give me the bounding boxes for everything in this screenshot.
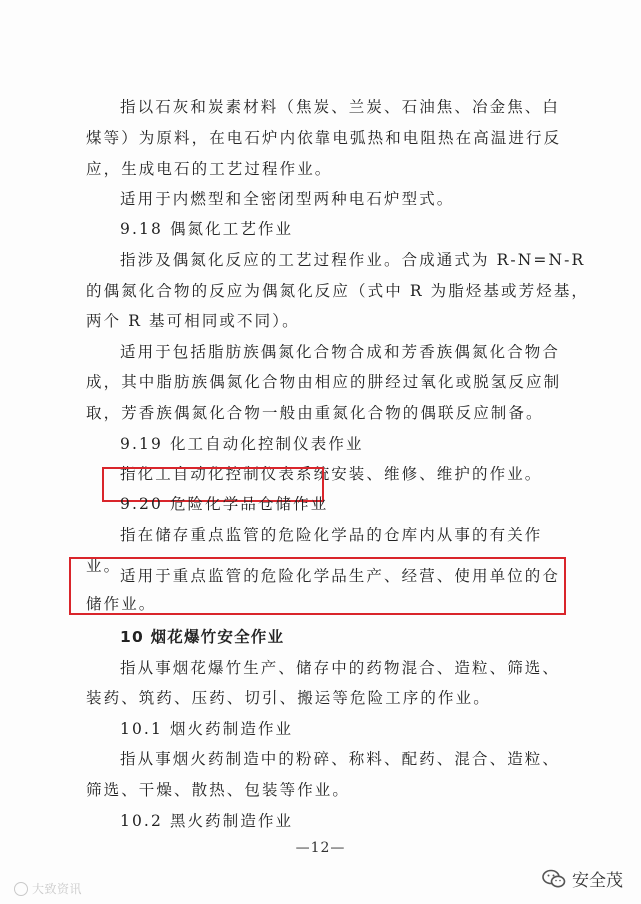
watermark	[14, 880, 82, 897]
paragraph-line: 取，芳香族偶氮化合物一般由重氮化合物的偶联反应制备。	[86, 404, 544, 422]
section-heading-9-19: 9.19 化工自动化控制仪表作业	[120, 435, 364, 453]
watermark-text: 大致资讯	[32, 882, 83, 896]
paragraph-line: 指从事烟花爆竹生产、储存中的药物混合、造粒、筛选、	[120, 659, 561, 677]
wechat-icon	[542, 869, 566, 889]
paragraph-line: 适用于重点监管的危险化学品生产、经营、使用单位的仓	[120, 567, 561, 585]
paragraph-line: 两个 R 基可相同或不同）。	[86, 312, 300, 330]
paragraph-line: 的偶氮化合物的反应为偶氮化反应（式中 R 为脂烃基或芳烃基，	[86, 282, 590, 300]
paragraph-line: 装药、筑药、压药、切引、搬运等危险工序的作业。	[86, 689, 491, 707]
section-heading-10-2: 10.2 黑火药制造作业	[120, 812, 294, 830]
paragraph-line: 适用于包括脂肪族偶氮化合物合成和芳香族偶氮化合物合	[120, 343, 561, 361]
section-heading-9-18: 9.18 偶氮化工艺作业	[120, 220, 294, 238]
paragraph-line: 应，生成电石的工艺过程作业。	[86, 160, 333, 178]
paragraph-line: 储作业。	[86, 595, 157, 613]
page-number: —12—	[295, 840, 346, 856]
paragraph-line: 成，其中脂肪族偶氮化合物由相应的肼经过氧化或脱氢反应制	[86, 373, 562, 391]
brand-signature	[542, 866, 623, 891]
paragraph-line: 煤等）为原料，在电石炉内依靠电弧热和电阻热在高温进行反	[86, 129, 562, 147]
paragraph-line: 业。	[86, 557, 122, 575]
paragraph-line: 适用于内燃型和全密闭型两种电石炉型式。	[120, 190, 455, 208]
paragraph-line: 指涉及偶氮化反应的工艺过程作业。合成通式为 R-N=N-R	[120, 251, 586, 269]
watermark-logo-icon	[14, 882, 28, 896]
paragraph-line: 指在储存重点监管的危险化学品的仓库内从事的有关作	[120, 526, 543, 544]
paragraph-line: 指化工自动化控制仪表系统安装、维修、维护的作业。	[120, 465, 543, 483]
section-heading-9-20: 9.20 危险化学品仓储作业	[120, 495, 329, 513]
paragraph-line: 指从事烟火药制造中的粉碎、称料、配药、混合、造粒、	[120, 750, 561, 768]
paragraph-line: 指以石灰和炭素材料（焦炭、兰炭、石油焦、冶金焦、白	[120, 98, 561, 116]
section-heading-10: 10 烟花爆竹安全作业	[120, 628, 285, 646]
section-heading-10-1: 10.1 烟火药制造作业	[120, 720, 294, 738]
paragraph-line: 筛选、干燥、散热、包装等作业。	[86, 781, 351, 799]
brand-name: 安全茂	[572, 871, 623, 891]
